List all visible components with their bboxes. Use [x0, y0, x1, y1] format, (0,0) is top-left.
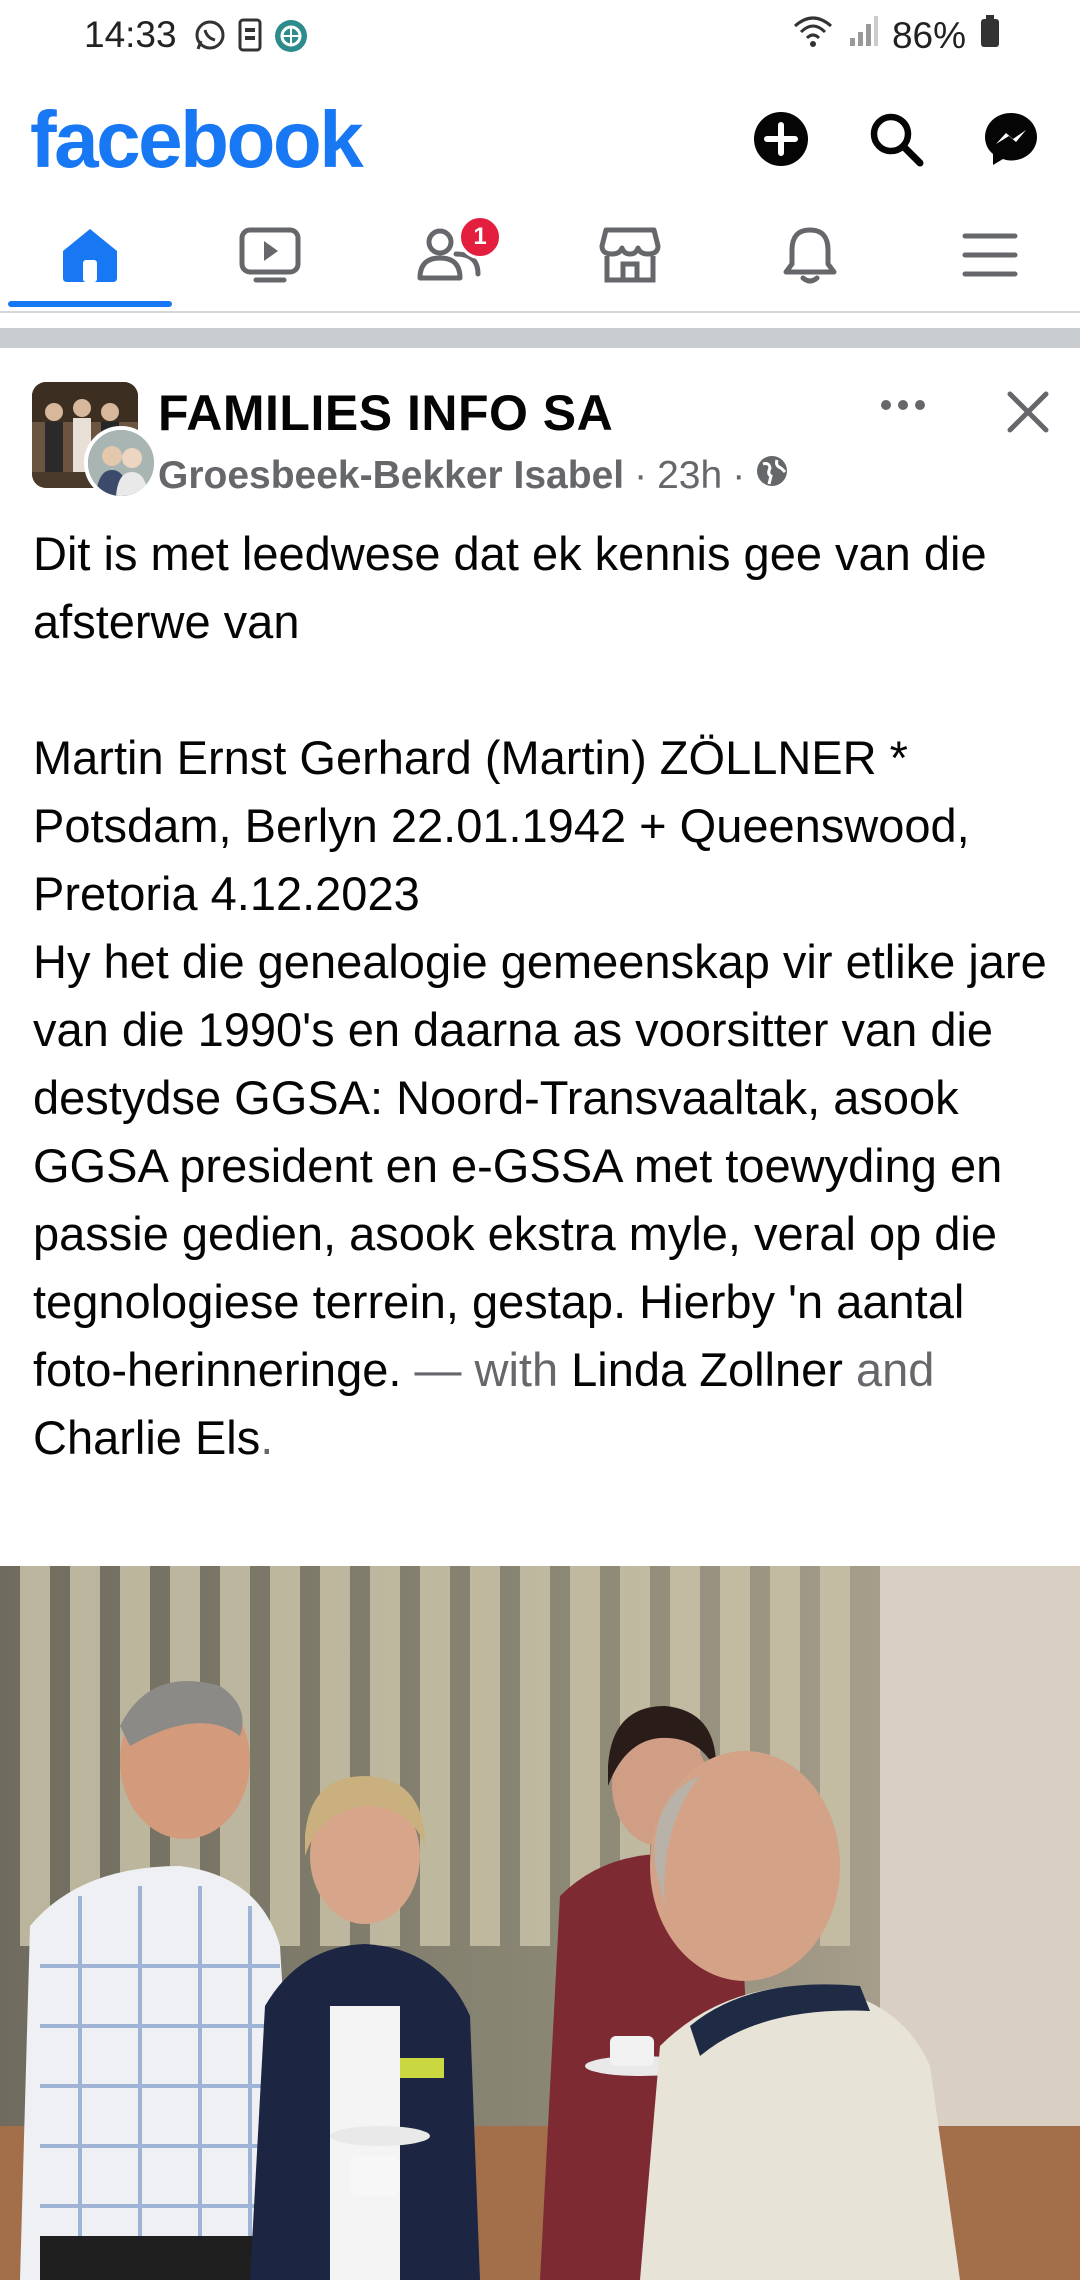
messenger-icon: [981, 109, 1041, 169]
sim-icon: [237, 18, 263, 59]
post-text: [33, 520, 1063, 1472]
and-label: and: [855, 1343, 935, 1396]
search-icon: [866, 109, 926, 169]
status-time: 14:33: [84, 14, 177, 55]
signal-icon: [848, 14, 878, 57]
meta-separator: ·: [634, 454, 648, 497]
post-header: [0, 360, 1080, 510]
battery-icon: [980, 14, 1000, 57]
facebook-logo[interactable]: facebook: [30, 95, 362, 184]
post-text-body: [33, 928, 1063, 1472]
video-icon: [238, 224, 302, 286]
post-author[interactable]: Groesbeek-Bekker Isabel: [158, 454, 625, 497]
feed-separator: [0, 328, 1080, 348]
marketplace-icon: [598, 224, 662, 286]
battery-text: 86%: [891, 14, 966, 56]
bell-icon: [780, 224, 840, 286]
tab-menu[interactable]: [900, 205, 1080, 305]
more-icon: [879, 398, 927, 412]
home-icon: [59, 224, 121, 286]
friends-badge: 1: [458, 215, 502, 259]
nav-tabs: [0, 205, 1080, 313]
create-button[interactable]: [746, 104, 816, 174]
app-icon: [273, 18, 309, 59]
post-options-button[interactable]: [868, 380, 938, 430]
post-text-body-main: Hy het die genealogie gemeenskap vir etlike jare van die 1990's en daarna as voorsitter van die destydse GGSA: Noord-Transvaaltak, asook GGSA president en e-GSSA met toewyding en passie gedien, asook ekstra myle, veral op die tegnologiese terrein, gestap. Hierby 'n aantal foto-herinneringe.: [33, 935, 1047, 1396]
status-bar: [0, 0, 1080, 76]
tab-marketplace[interactable]: [540, 205, 720, 305]
post-time[interactable]: 23h: [657, 454, 723, 497]
meta-separator: ·: [732, 454, 746, 497]
whatsapp-icon: [193, 18, 227, 59]
period: .: [260, 1411, 274, 1464]
create-icon: [751, 109, 811, 169]
tab-friends[interactable]: [360, 205, 540, 305]
post-text-name-dates: Martin Ernst Gerhard (Martin) ZÖLLNER * Potsdam, Berlyn 22.01.1942 + Queenswood, Pretoria 4.12.2023: [33, 731, 970, 920]
post-page-name[interactable]: FAMILIES INFO SA: [158, 385, 614, 441]
globe-icon: [755, 454, 789, 498]
menu-icon: [961, 230, 1019, 280]
tagged-user-linda[interactable]: Linda Zollner: [571, 1343, 843, 1396]
post-meta: [158, 454, 789, 498]
search-button[interactable]: [861, 104, 931, 174]
messenger-button[interactable]: [976, 104, 1046, 174]
tagged-user-charlie[interactable]: Charlie Els: [33, 1411, 261, 1464]
tab-video[interactable]: [180, 205, 360, 305]
post-text-intro: Dit is met leedwese dat ek kennis gee van die afsterwe van: [33, 527, 987, 648]
active-tab-indicator: [8, 301, 172, 307]
author-avatar[interactable]: [84, 426, 158, 500]
tab-home[interactable]: [0, 205, 180, 305]
hide-post-button[interactable]: [996, 380, 1060, 444]
with-label: — with: [414, 1343, 559, 1396]
post-photo[interactable]: [0, 1566, 1080, 2280]
wifi-icon: [792, 14, 834, 57]
app-header: [0, 90, 1080, 190]
close-icon: [1006, 390, 1050, 434]
tab-notifications[interactable]: [720, 205, 900, 305]
